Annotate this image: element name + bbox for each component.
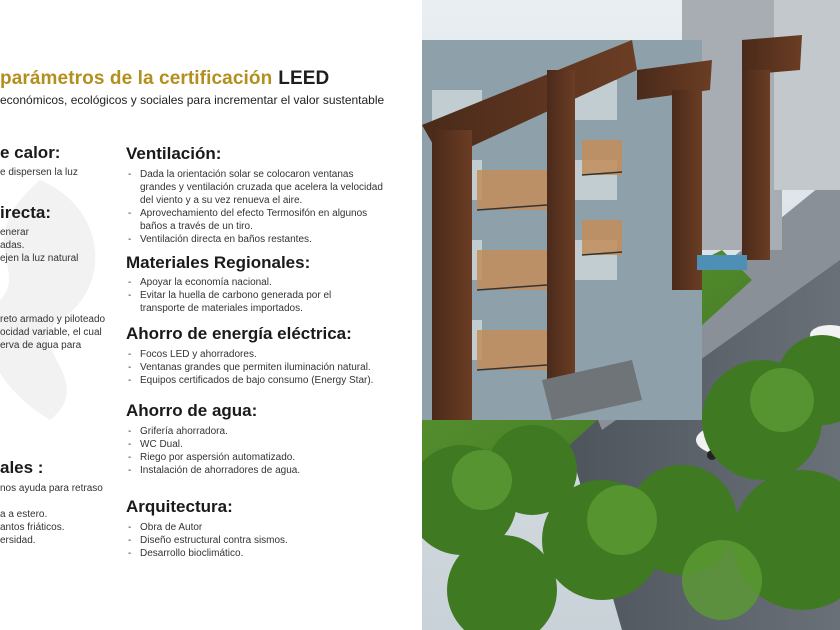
list-item: - Instalación de ahorradores de agua. [126,464,366,477]
calor-title: e calor: [0,143,61,162]
ventilacion-list [126,168,388,246]
certification-subheading: económicos, ecológicos y sociales para incrementar el valor sustentable [0,93,385,107]
list-item: - WC Dual. [126,438,366,451]
list-item: - Apoyar la economía nacional. [126,276,366,289]
directa-line-2: adas. [0,240,25,251]
list-item: - Ventilación directa en baños restantes. [126,233,388,246]
ventilacion-title: Ventilación: [126,144,222,163]
directa-line-3: ejen la luz natural [0,253,79,264]
misc-line-1: reto armado y piloteado [0,314,106,325]
list-item: - Desarrollo bioclimático. [126,547,366,560]
list-item: - Aprovechamiento del efecto Termosifón en algunos baños a través de un tiro. [126,207,388,233]
agua-title: Ahorro de agua: [126,401,258,420]
ales-line-1: nos ayuda para retraso [0,483,103,494]
directa-line-1: enerar [0,227,29,238]
certification-heading [0,68,329,90]
calor-line-1: e dispersen la luz [0,167,78,178]
heading-leed: LEED [278,68,330,89]
materiales-list [126,276,366,315]
energia-list [126,348,416,387]
energia-title: Ahorro de energía eléctrica: [126,324,352,343]
ales-line-5: ersidad. [0,535,36,546]
ales-line-3: a a estero. [0,509,48,520]
arquitectura-title: Arquitectura: [126,497,233,516]
list-item: - Ventanas grandes que permiten iluminación natural. [126,361,416,374]
building-rendering [422,0,840,630]
list-item: - Focos LED y ahorradores. [126,348,416,361]
list-item: - Riego por aspersión automatizado. [126,451,366,464]
agua-list [126,425,366,477]
misc-line-2: ocidad variable, el cual [0,327,102,338]
ales-line-4: antos friáticos. [0,522,65,533]
list-item: - Diseño estructural contra sismos. [126,534,366,547]
arquitectura-list [126,521,366,560]
materiales-title: Materiales Regionales: [126,253,311,272]
list-item: - Dada la orientación solar se colocaron ventanas grandes y ventilación cruzada que acelera la velocidad del viento y a su vez renueva el aire. [126,168,388,207]
heading-main: parámetros de la certificación [0,68,273,89]
ales-title: ales : [0,458,44,477]
misc-line-3: erva de agua para [0,340,82,351]
directa-title: irecta: [0,203,52,222]
list-item: - Evitar la huella de carbono generada por el transporte de materiales importados. [126,289,366,315]
list-item: - Equipos certificados de bajo consumo (Energy Star). [126,374,416,387]
list-item: - Obra de Autor [126,521,366,534]
list-item: - Grifería ahorradora. [126,425,366,438]
rendering-illustration [422,0,840,630]
